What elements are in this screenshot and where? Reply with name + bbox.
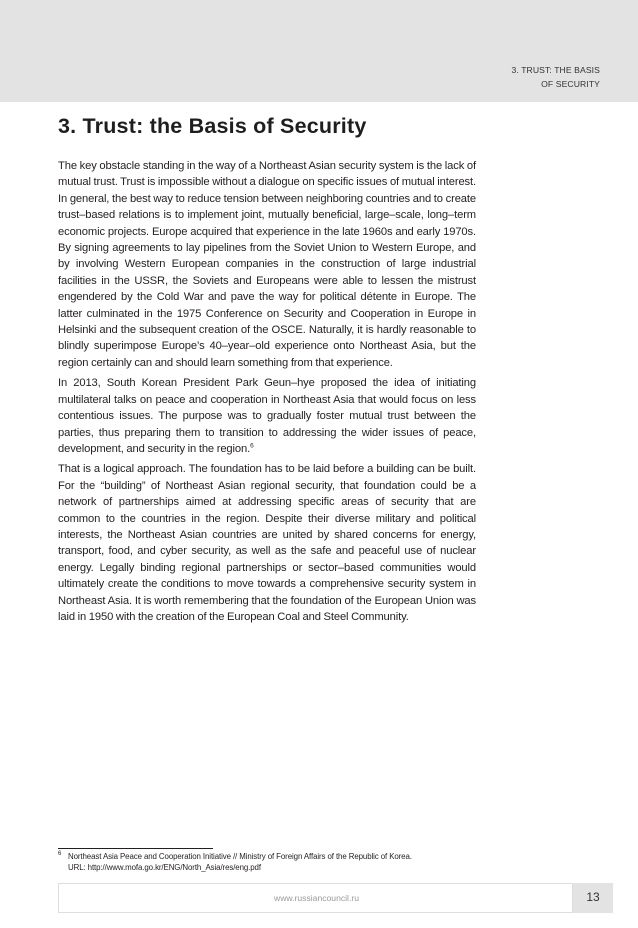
running-head-line-2: OF SECURITY xyxy=(541,79,600,89)
footnote-url[interactable]: URL: http://www.mofa.go.kr/ENG/North_Asia/res/eng.pdf xyxy=(68,863,261,873)
paragraph-1: The key obstacle standing in the way of a Northeast Asian security system is the lack of mutual trust. Trust is impossible without a dialogue on specific issues of mutual interest. In general, the best way to reduce tension between neighboring countries and to create trust–based relations is to implement joint, mutually beneficial, large–scale, long–term economic projects. Europe acquired that experience in the late 1960s and early 1970s. By signing agreements to lay pipelines from the Soviet Union to Western Europe, and by involving Western European companies in the construction of large industrial facilities in the USSR, the Soviets and Europeans were able to lessen the mistrust engendered by the Cold War and pave the way for political détente in Europe. The latter culminated in the 1975 Conference on Security and Cooperation in Europe in Helsinki and the subsequent creation of the OSCE. Naturally, it is hardly reasonable to blindly superimpose Europe’s 40–year–old experience onto Northeast Asia, but the region certainly can and should learn something from that experience. xyxy=(58,160,476,369)
paragraph-2-text: In 2013, South Korean President Park Geun–hye proposed the idea of initiating multilateral talks on peace and cooperation in Northeast Asia that would focus on less contentious issues. The purpose was to gradually foster mutual trust between the parties, thus preparing them to transition to addressing the wider issues of peace, development, and security in the region. xyxy=(58,377,476,455)
running-head-line-1: 3. TRUST: THE BASIS xyxy=(511,65,600,75)
page-number-box xyxy=(573,883,613,913)
running-head xyxy=(512,63,601,91)
footnote-number: 6 xyxy=(58,851,62,857)
footnote-body xyxy=(58,851,478,873)
footnote-citation: Northeast Asia Peace and Cooperation Initiative // Ministry of Foreign Affairs of the Republic of Korea. xyxy=(68,852,412,861)
chapter-title: 3. Trust: the Basis of Security xyxy=(58,114,367,138)
paragraph-2 xyxy=(58,375,476,457)
footer-url-link[interactable]: www.russiancouncil.ru xyxy=(273,893,359,903)
paragraph-3: That is a logical approach. The foundation has to be laid before a building can be built. For the “building” of Northeast Asian regional security, that foundation could be a network of partnerships aimed at addressing specific areas of security that are common to the countries in the region. Despite their diverse military and political interests, the Northeast Asian countries are united by shared concerns for energy, transport, food, and cyber security, as well as the safe and peaceful use of nuclear energy. Legally binding regional partnerships or sector–based communities would ultimately create the conditions to move towards a comprehensive security system in Northeast Asia. It is worth remembering that the foundation of the European Union was laid in 1950 with the creation of the European Coal and Steel Community. xyxy=(58,463,476,623)
footnote xyxy=(58,851,478,873)
footnote-divider xyxy=(58,848,213,849)
footer-bar xyxy=(58,883,573,913)
page-number: 13 xyxy=(586,890,600,904)
footnote-reference[interactable]: 6 xyxy=(250,442,254,450)
body-text xyxy=(58,158,476,629)
